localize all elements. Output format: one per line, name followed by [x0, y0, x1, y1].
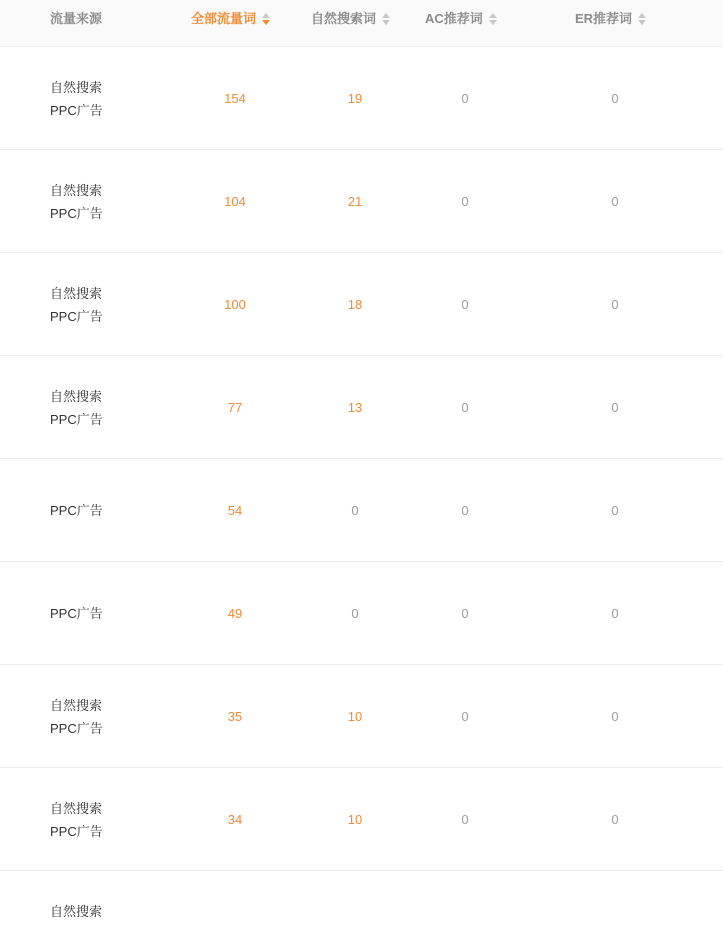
er-words-count: 0	[611, 606, 619, 621]
table-row	[0, 665, 723, 768]
source-cell	[50, 665, 170, 768]
er-words-count: 0	[611, 194, 619, 209]
source-cell	[50, 562, 170, 665]
natural-words-count[interactable]: 19	[347, 91, 363, 106]
sort-icon[interactable]	[489, 13, 498, 25]
source-label: PPC广告	[50, 308, 103, 324]
ac-words-count: 0	[461, 709, 469, 724]
header-source-label: 流量来源	[50, 11, 103, 26]
natural-words-count[interactable]: 13	[347, 400, 363, 415]
all-words-count[interactable]: 100	[224, 297, 246, 312]
source-label: PPC广告	[50, 102, 103, 118]
source-label: 自然搜索	[50, 800, 103, 816]
source-label: 自然搜索	[50, 79, 103, 95]
natural-words-count: 0	[351, 606, 359, 621]
header-all-words[interactable]	[191, 0, 271, 37]
source-cell	[50, 150, 170, 253]
header-er-words-label: ER推荐词	[575, 11, 633, 26]
ac-words-count: 0	[461, 297, 469, 312]
er-words-count: 0	[611, 709, 619, 724]
table-row	[0, 562, 723, 665]
er-words-count: 0	[611, 400, 619, 415]
source-label: PPC广告	[50, 720, 103, 736]
er-words-count: 0	[611, 297, 619, 312]
ac-words-count: 0	[461, 194, 469, 209]
source-label: 自然搜索	[50, 904, 103, 919]
source-cell	[50, 356, 170, 459]
source-label: PPC广告	[50, 823, 103, 839]
natural-words-count[interactable]: 21	[347, 194, 363, 209]
source-label: 自然搜索	[50, 388, 103, 404]
ac-words-count: 0	[461, 91, 469, 106]
all-words-count[interactable]: 34	[227, 812, 243, 827]
natural-words-count[interactable]: 18	[347, 297, 363, 312]
table-row	[0, 150, 723, 253]
source-cell	[50, 47, 170, 150]
table-row	[0, 459, 723, 562]
all-words-count[interactable]: 154	[224, 91, 246, 106]
source-cell	[50, 459, 170, 562]
header-natural-words-label: 自然搜索词	[311, 11, 377, 26]
all-words-count[interactable]: 104	[224, 194, 246, 209]
natural-words-count[interactable]: 10	[347, 709, 363, 724]
sort-desc-icon[interactable]	[262, 13, 271, 25]
ac-words-count: 0	[461, 812, 469, 827]
table-body	[0, 47, 723, 928]
sort-icon[interactable]	[638, 13, 647, 25]
source-label: PPC广告	[50, 606, 103, 621]
natural-words-count: 0	[351, 503, 359, 518]
source-label: PPC广告	[50, 503, 103, 518]
source-label: 自然搜索	[50, 697, 103, 713]
source-label: PPC广告	[50, 411, 103, 427]
er-words-count: 0	[611, 503, 619, 518]
er-words-count: 0	[611, 91, 619, 106]
table-row	[0, 356, 723, 459]
source-cell	[50, 871, 170, 928]
all-words-count[interactable]: 49	[227, 606, 243, 621]
all-words-count[interactable]: 35	[227, 709, 243, 724]
ac-words-count: 0	[461, 400, 469, 415]
header-natural-words[interactable]	[311, 0, 391, 37]
ac-words-count: 0	[461, 503, 469, 518]
table-header	[0, 0, 723, 47]
table-row	[0, 871, 723, 928]
sort-icon[interactable]	[382, 13, 391, 25]
ac-words-count: 0	[461, 606, 469, 621]
source-cell	[50, 768, 170, 871]
table-row	[0, 253, 723, 356]
header-ac-words-label: AC推荐词	[425, 11, 483, 26]
source-label: PPC广告	[50, 205, 103, 221]
header-all-words-label: 全部流量词	[191, 11, 257, 26]
all-words-count[interactable]: 77	[227, 400, 243, 415]
source-cell	[50, 253, 170, 356]
source-label: 自然搜索	[50, 285, 103, 301]
er-words-count: 0	[611, 812, 619, 827]
natural-words-count[interactable]: 10	[347, 812, 363, 827]
table-row	[0, 768, 723, 871]
header-er-words[interactable]	[575, 0, 647, 37]
header-ac-words[interactable]	[425, 0, 498, 37]
all-words-count[interactable]: 54	[227, 503, 243, 518]
header-source	[50, 0, 102, 37]
source-label: 自然搜索	[50, 182, 103, 198]
table-row	[0, 47, 723, 150]
